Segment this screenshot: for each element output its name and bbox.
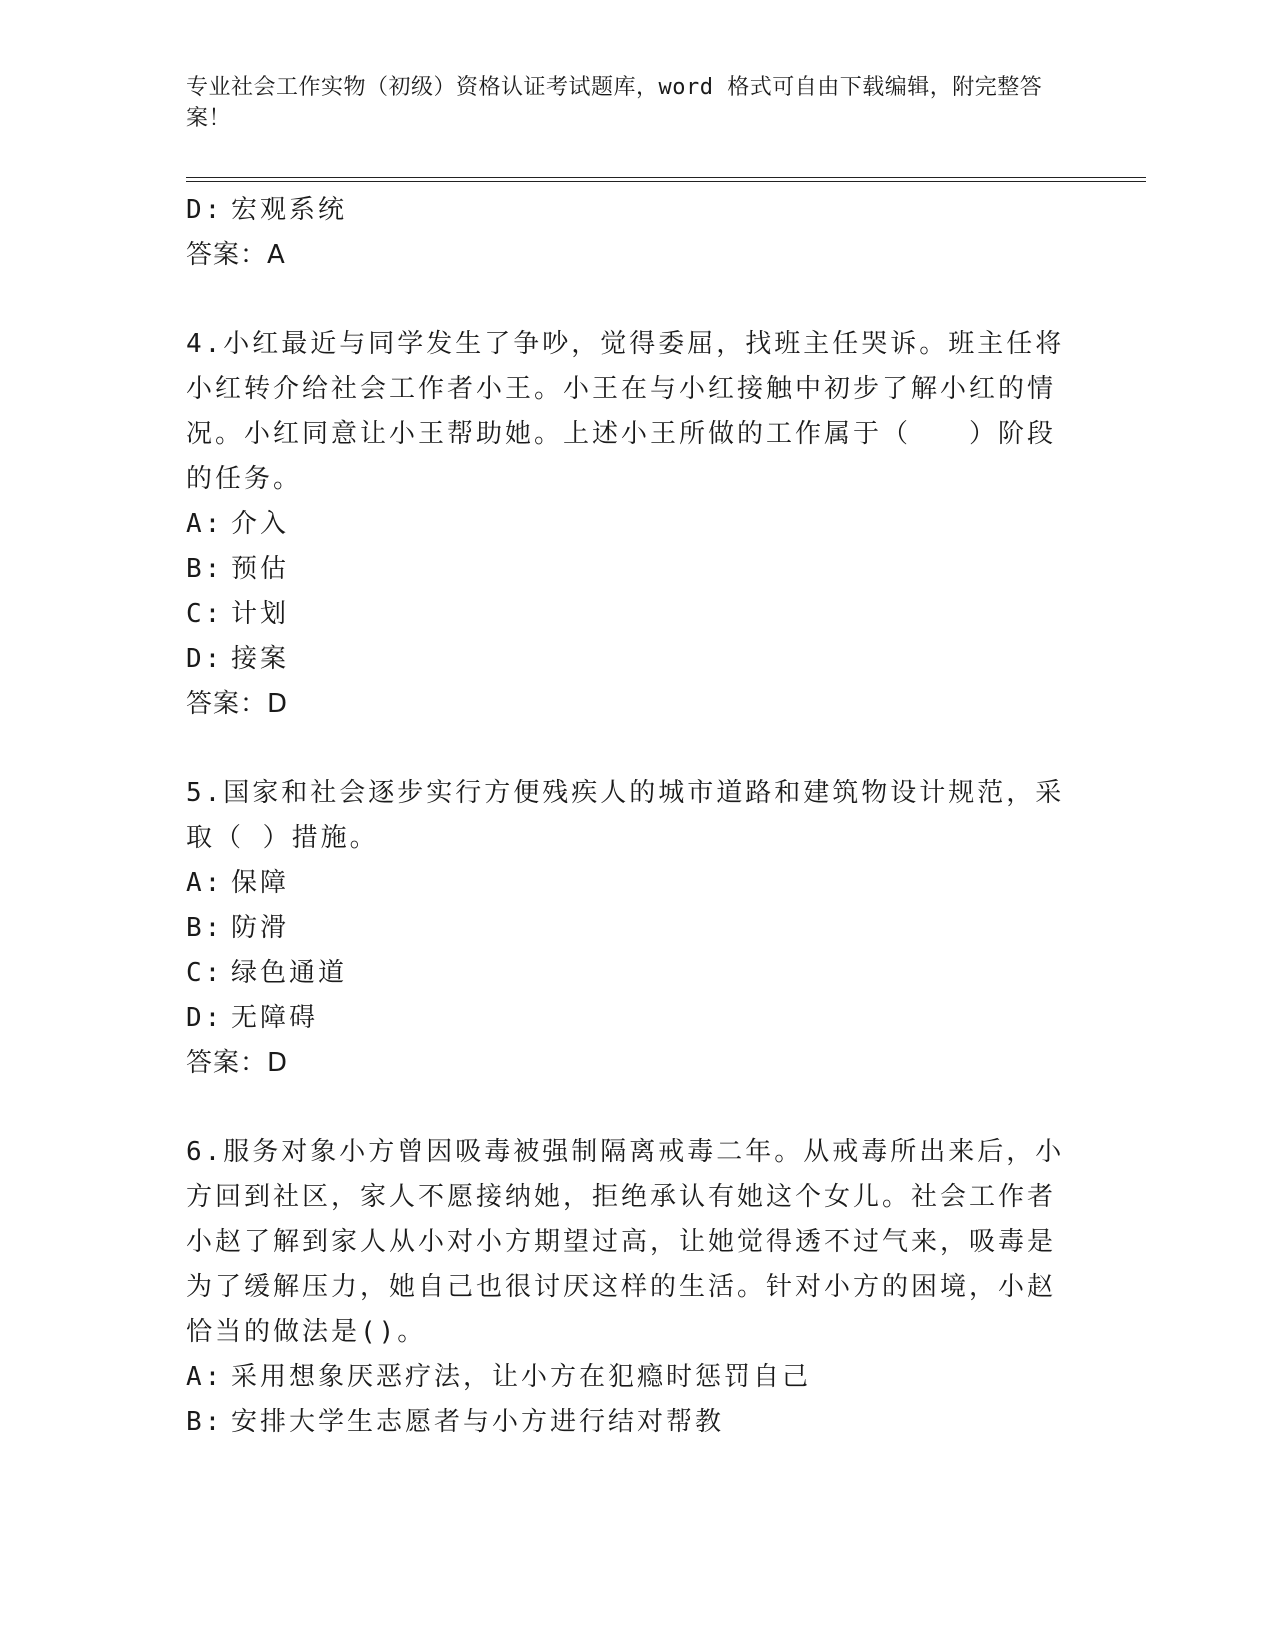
- option-label: D:: [186, 195, 224, 225]
- option-text: 防滑: [231, 913, 290, 943]
- option-d: [186, 637, 1066, 682]
- option-a: [186, 1355, 1066, 1400]
- option-text: 宏观系统: [231, 195, 348, 225]
- option-label: A:: [186, 509, 224, 539]
- option-d: [186, 188, 1066, 233]
- question-text: 5.国家和社会逐步实行方便残疾人的城市道路和建筑物设计规范，采取（ ）措施。: [186, 778, 1065, 853]
- option-label: C:: [186, 958, 224, 988]
- option-label: D:: [186, 1003, 224, 1033]
- option-label: B:: [186, 1407, 224, 1437]
- option-text: 预估: [231, 554, 290, 584]
- option-b: [186, 1400, 1066, 1445]
- option-text: 采用想象厌恶疗法，让小方在犯瘾时惩罚自己: [231, 1362, 812, 1392]
- option-a: [186, 502, 1066, 547]
- question-text: 6.服务对象小方曾因吸毒被强制隔离戒毒二年。从戒毒所出来后，小方回到社区，家人不愿接纳她，拒绝承认有她这个女儿。社会工作者小赵了解到家人从小对小方期望过高，让她觉得透不过气来，吸毒是为了缓解压力，她自己也很讨厌这样的生活。针对小方的困境，小赵恰当的做法是()。: [186, 1137, 1065, 1347]
- option-d: [186, 996, 1066, 1041]
- option-a: [186, 861, 1066, 906]
- option-text: 计划: [231, 599, 290, 629]
- option-label: B:: [186, 913, 224, 943]
- option-text: 保障: [231, 868, 290, 898]
- question-text: 4.小红最近与同学发生了争吵，觉得委屈，找班主任哭诉。班主任将小红转介给社会工作者小王。小王在与小红接触中初步了解小红的情况。小红同意让小王帮助她。上述小王所做的工作属于（ ）阶段的任务。: [186, 329, 1065, 494]
- header-divider: [186, 177, 1146, 182]
- page-header: 专业社会工作实物（初级）资格认证考试题库，word 格式可自由下载编辑，附完整答案！: [186, 75, 1043, 131]
- option-label: D:: [186, 644, 224, 674]
- question-content: [186, 188, 1066, 1445]
- option-label: A:: [186, 868, 224, 898]
- option-label: C:: [186, 599, 224, 629]
- option-text: 介入: [231, 509, 290, 539]
- option-label: B:: [186, 554, 224, 584]
- option-text: 安排大学生志愿者与小方进行结对帮教: [231, 1407, 725, 1437]
- option-c: [186, 592, 1066, 637]
- option-text: 接案: [231, 644, 290, 674]
- option-text: 绿色通道: [231, 958, 348, 988]
- option-text: 无障碍: [231, 1003, 319, 1033]
- option-c: [186, 951, 1066, 996]
- answer-line: 答案：D: [186, 689, 289, 719]
- option-label: A:: [186, 1362, 224, 1392]
- answer-line: 答案：A: [186, 240, 286, 270]
- option-b: [186, 906, 1066, 951]
- answer-line: 答案：D: [186, 1048, 289, 1078]
- option-b: [186, 547, 1066, 592]
